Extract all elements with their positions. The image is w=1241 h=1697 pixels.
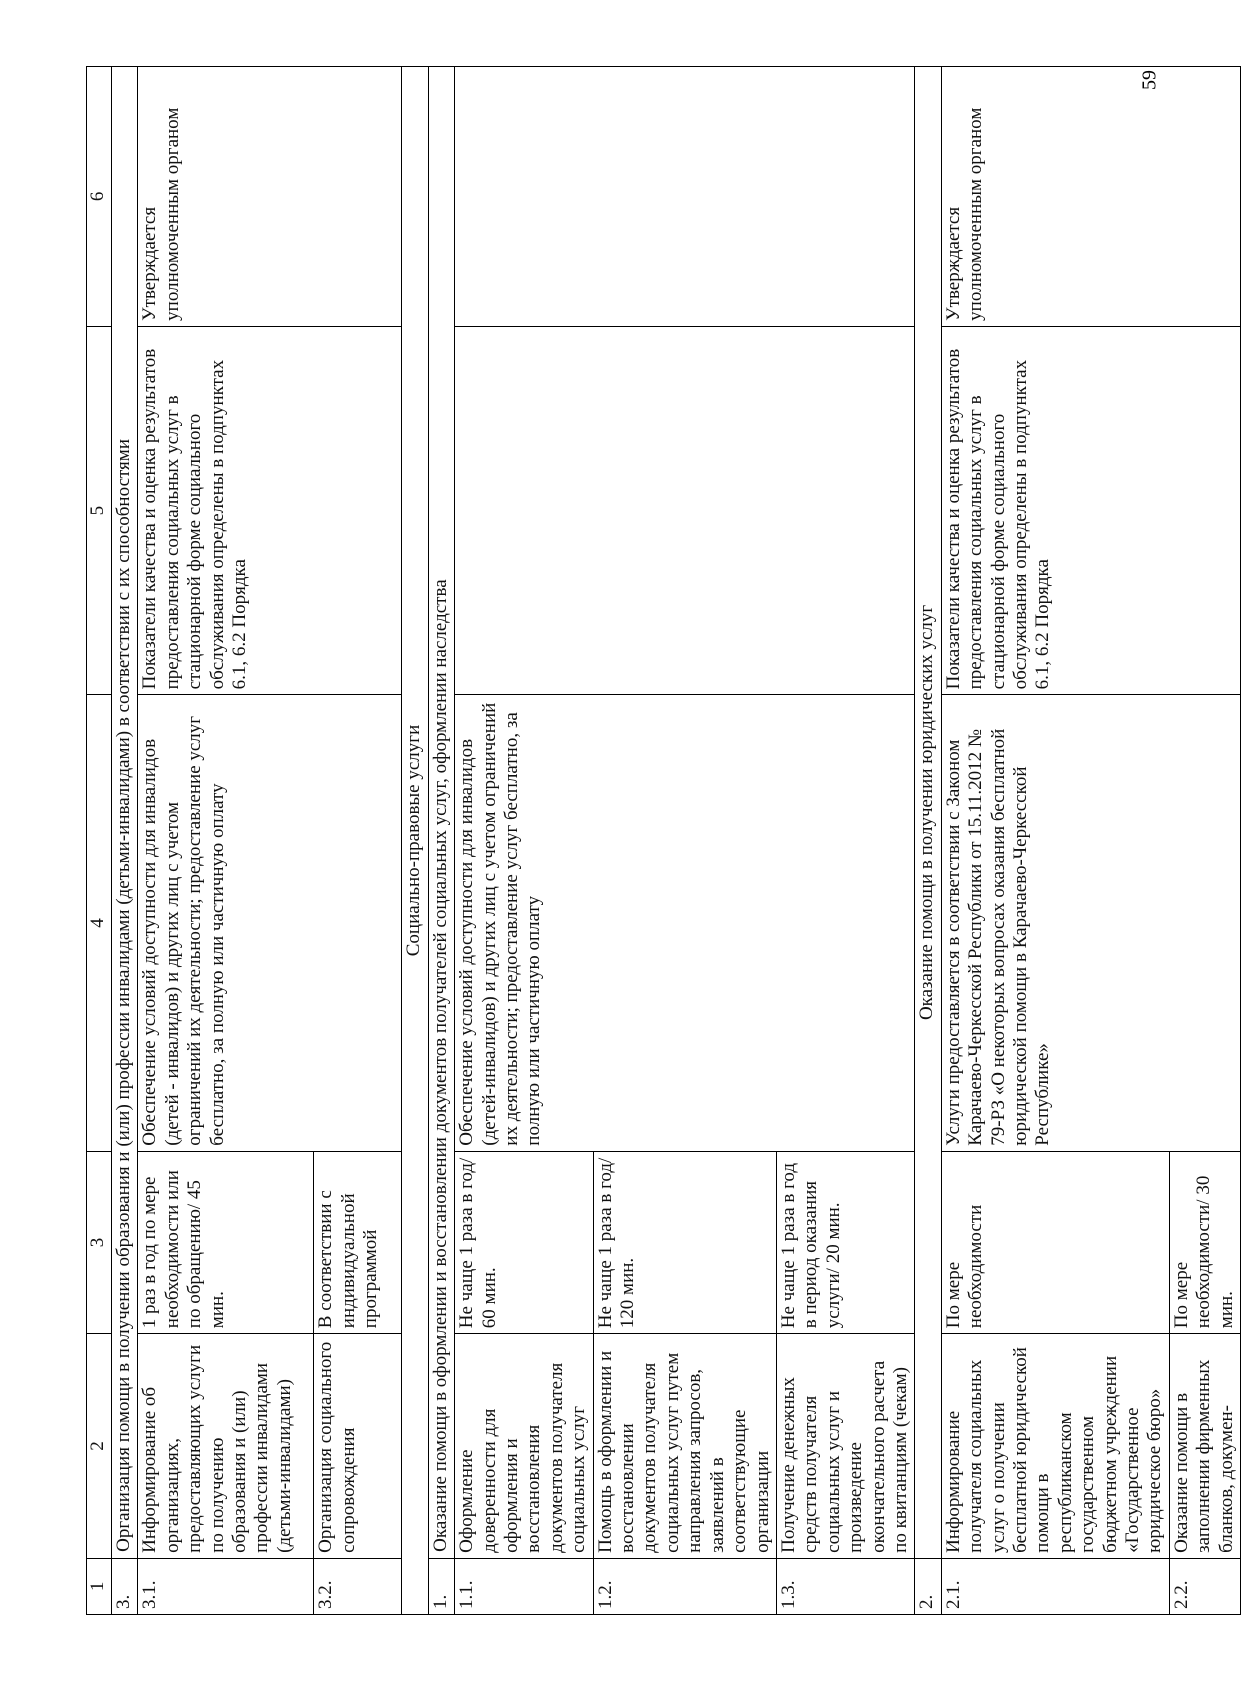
row-1-1-name: Оформление доверенности для оформления и восстановления документов получателя социальных услуг	[455, 1334, 593, 1559]
row-2-1-name: Информирование получателя социальных услуг о получении бесплатной юридической помощи в республиканском государственном бюджетном учреждении «Государственное юридическое бюро»	[941, 1334, 1169, 1559]
row-3-1-period: 1 раз в год по мере необходимости или по обращению/ 45 мин.	[138, 1151, 314, 1334]
row-2-1-indicators: Показатели качества и оценка результатов предоставления социальных услуг в стационарной форме социального обслуживания определены в подпунктах 6.1, 6.2 Порядка	[941, 326, 1240, 695]
section-1-num: 1.	[428, 1558, 454, 1614]
header-col-2: 2	[87, 1334, 112, 1559]
row-2-2-period: По мере необходимости/ 30 мин.	[1169, 1151, 1240, 1334]
row-3-1-indicators: Показатели качества и оценка результатов предоставления социальных услуг в стационарной форме социального обслуживания определены в подпунктах 6.1, 6.2 Порядка	[138, 326, 402, 695]
row-3-2-period: В соответствии с индивидуальной программой	[314, 1151, 402, 1334]
header-row	[87, 67, 112, 1615]
row-1-3-name: Получение денежных средств получателя социальных услуг и произведение окончательного расчета по квитанциям (чекам)	[776, 1334, 914, 1559]
row-1-empty-indicators	[455, 326, 915, 695]
row-3-1-note: Утверждается уполномоченным органом	[138, 67, 402, 327]
row-3-2-num: 3.2.	[314, 1558, 402, 1614]
row-1-3-period: Не чаще 1 раза в год в период оказания услуги/ 20 мин.	[776, 1151, 914, 1334]
table-row	[455, 67, 593, 1615]
table-row	[138, 67, 314, 1615]
row-1-1-conditions: Обеспечение условий доступности для инвалидов (детей-инвалидов) и других лиц с учетом ограничений их деятельности; предоставление услуг бесплатно, за полную или частичную оплату	[455, 695, 915, 1151]
category-title: Социально-правовые услуги	[402, 67, 428, 1615]
services-table	[86, 66, 1241, 1615]
section-3-title: Организация помощи в получении образования и (или) профессии инвалидами (детьми-инвалидами) в соответствии с их способностями	[112, 67, 138, 1559]
row-2-1-period: По мере необходимости	[941, 1151, 1169, 1334]
row-3-1-conditions: Обеспечение условий доступности для инвалидов (детей - инвалидов) и других лиц с учетом ограничений их деятельности; предоставление услуг бесплатно, за полную или частичную оплату	[138, 695, 402, 1151]
section-1-title: Оказание помощи в оформлении и восстановлении документов получателей социальных услуг, оформлении наследства	[428, 67, 454, 1559]
header-col-5: 5	[87, 326, 112, 695]
section-row	[428, 67, 454, 1615]
row-2-1-note: Утверждается уполномоченным органом	[941, 67, 1240, 327]
row-2-2-num: 2.2.	[1169, 1558, 1240, 1614]
row-1-1-num: 1.1.	[455, 1558, 593, 1614]
row-2-1-conditions: Услуги предоставляется в соответствии с Законом Карачаево-Черкесской Республики от 15.11.2012 № 79-РЗ «О некоторых вопросах оказания бесплатной юридической помощи в Карачаево-Черкесской Республике»	[941, 695, 1240, 1151]
header-col-3: 3	[87, 1151, 112, 1334]
row-1-2-name: Помощь в оформлении и восстановлении документов получателя социальных услуг путем направления запросов, заявлений в соответствующие организации	[593, 1334, 776, 1559]
section-row	[915, 67, 941, 1615]
table-row	[941, 67, 1169, 1615]
row-1-2-num: 1.2.	[593, 1558, 776, 1614]
row-3-2-name: Организация социального сопровождения	[314, 1334, 402, 1559]
row-2-2-name: Оказание помощи в заполнении фирменных бланков, докумен-	[1169, 1334, 1240, 1559]
row-1-2-period: Не чаще 1 раза в год/ 120 мин.	[593, 1151, 776, 1334]
row-3-1-num: 3.1.	[138, 1558, 314, 1614]
row-1-3-num: 1.3.	[776, 1558, 914, 1614]
section-3-num: 3.	[112, 1558, 138, 1614]
section-2-num: 2.	[915, 1558, 941, 1614]
header-col-6: 6	[87, 67, 112, 327]
row-1-1-period: Не чаще 1 раза в год/ 60 мин.	[455, 1151, 593, 1334]
row-1-empty-note	[455, 67, 915, 327]
section-2-title: Оказание помощи в получении юридических услуг	[915, 67, 941, 1559]
row-2-1-num: 2.1.	[941, 1558, 1169, 1614]
page-number: 59	[1138, 70, 1161, 90]
category-row	[402, 67, 428, 1615]
header-col-1: 1	[87, 1558, 112, 1614]
section-row	[112, 67, 138, 1615]
row-3-1-name: Информирование об организациях, предоставляющих услуги по получению образования и (или) профессии инвалидами (детьми-инвалидами)	[138, 1334, 314, 1559]
header-col-4: 4	[87, 695, 112, 1151]
